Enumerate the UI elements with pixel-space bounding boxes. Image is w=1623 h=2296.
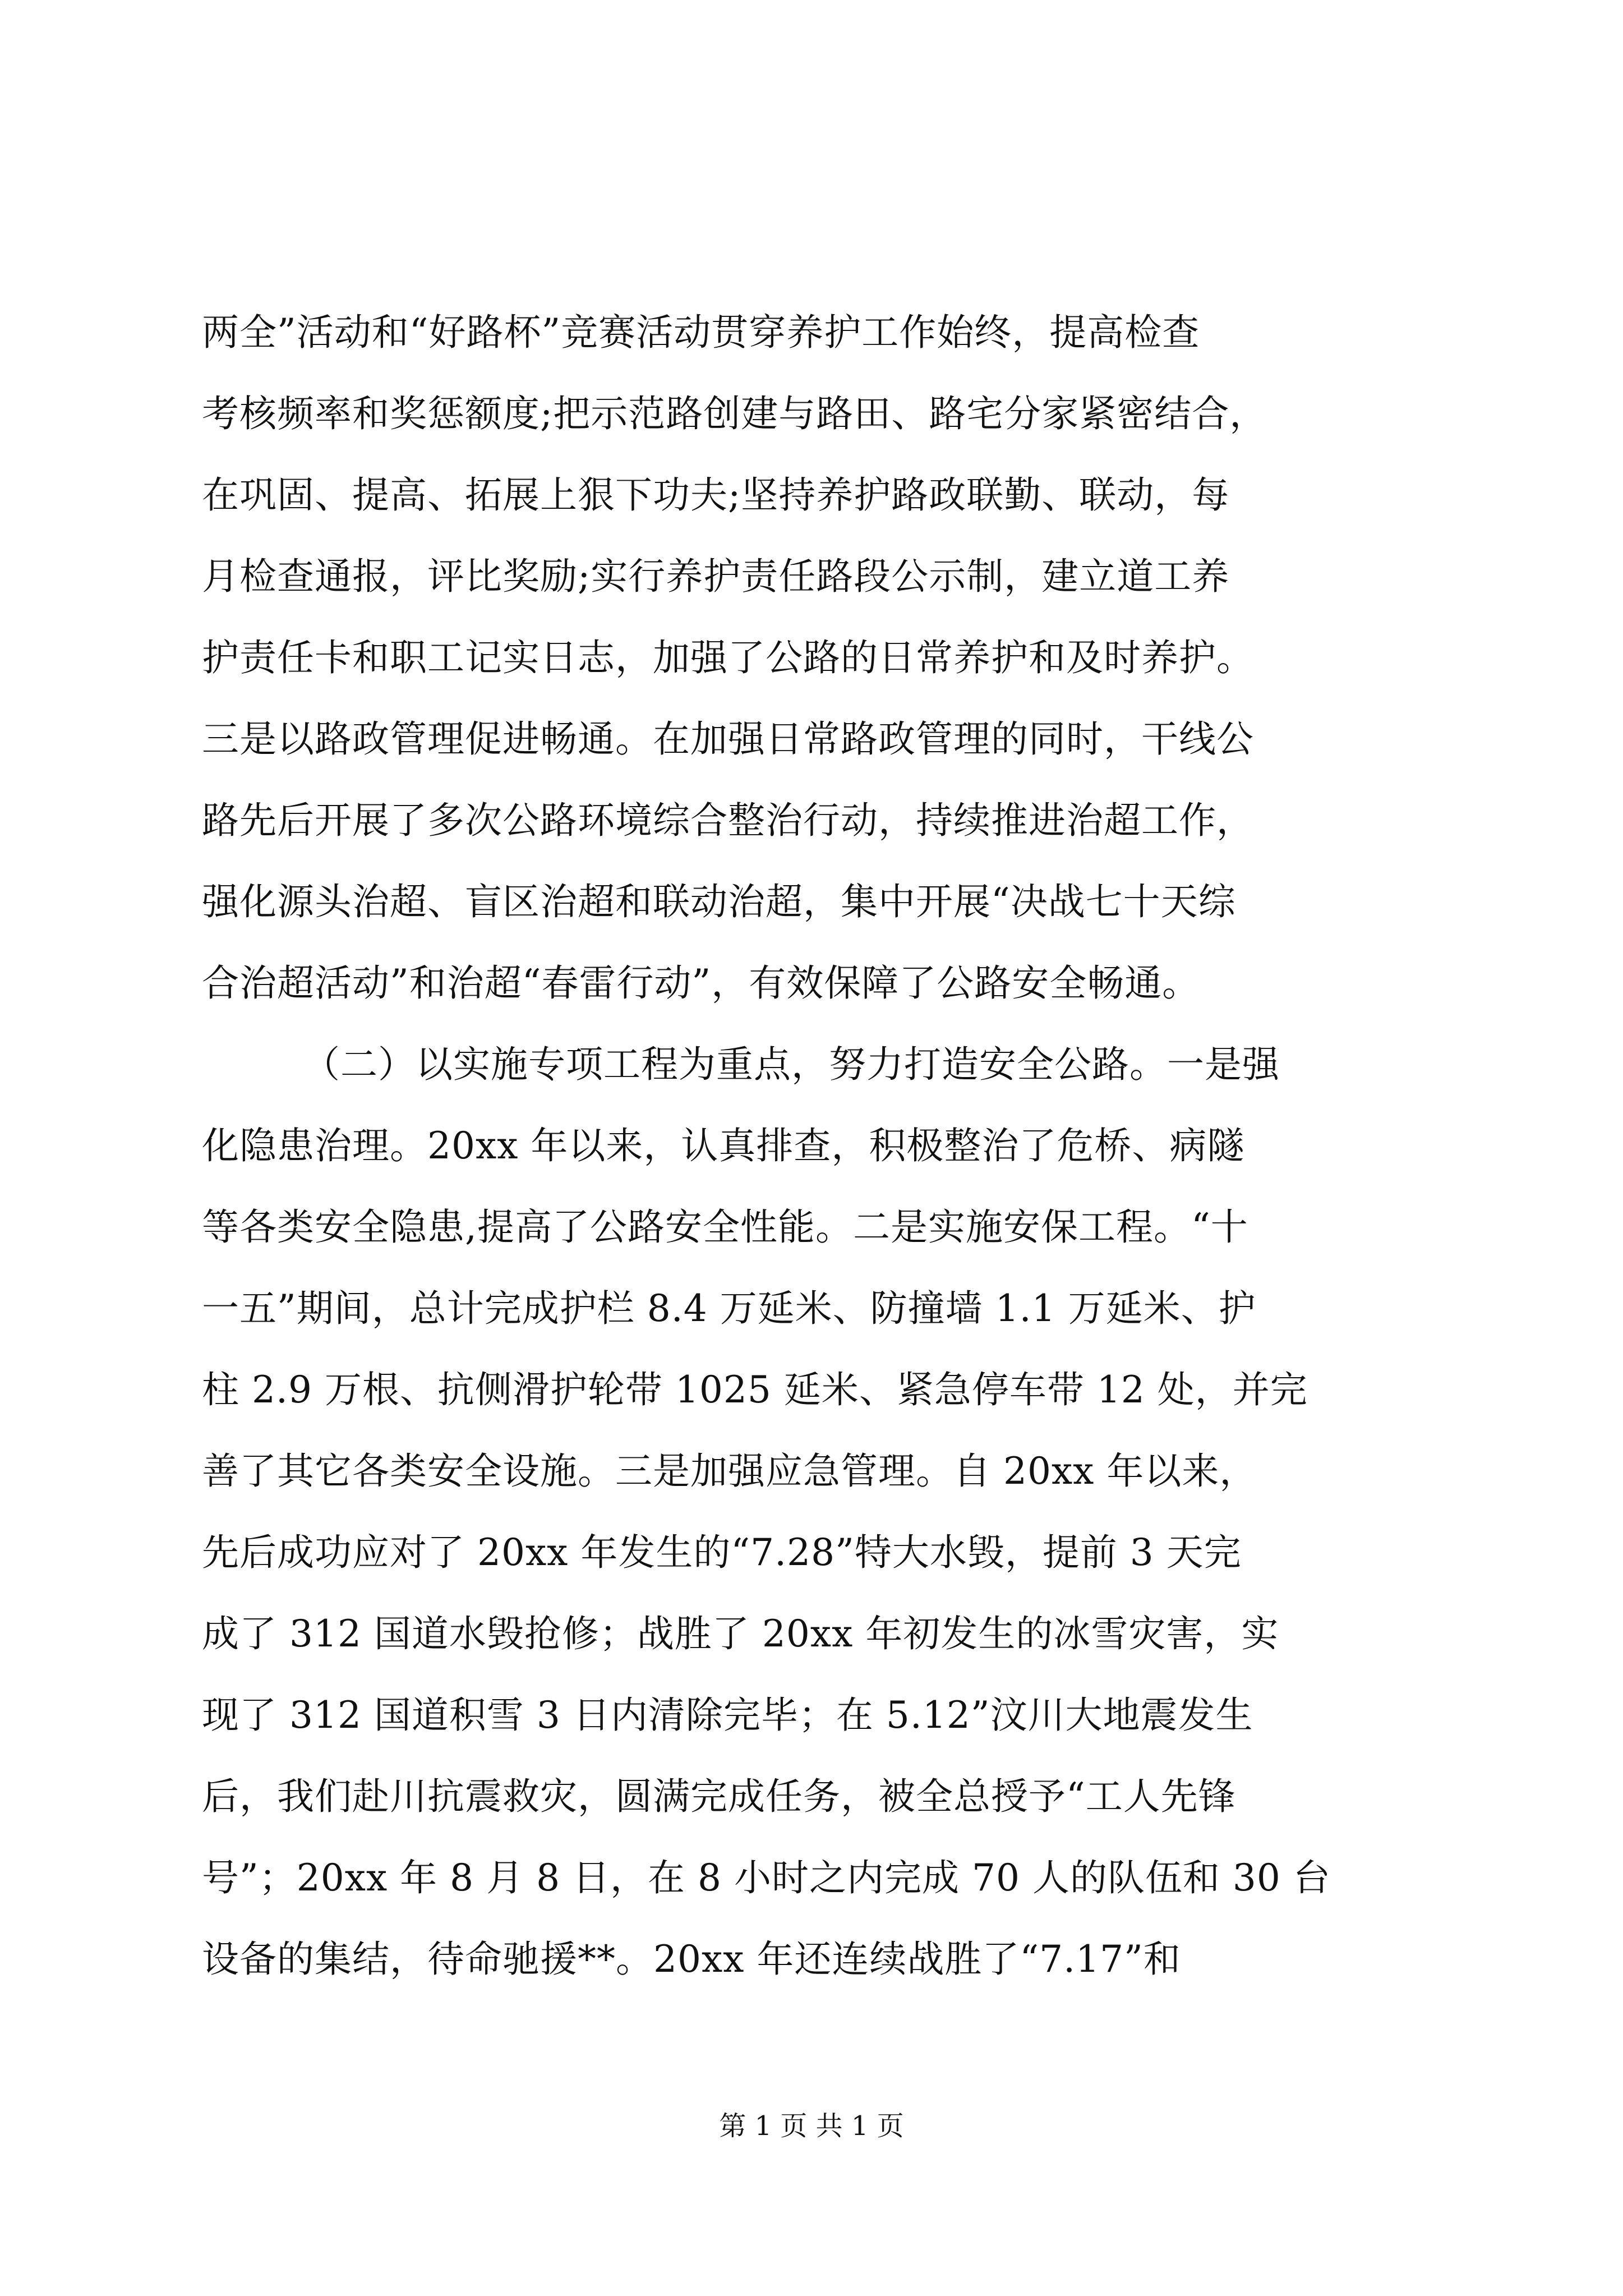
text-line-18: 现了 312 国道积雪 3 日内清除完毕；在 5.12”汶川大地震发生 [202, 1694, 1253, 1737]
text-line-1: 两全”活动和“好路杯”竞赛活动贯穿养护工作始终，提高检查 [202, 311, 1200, 354]
text-line-15: 善了其它各类安全设施。三是加强应急管理。自 20xx 年以来， [202, 1450, 1257, 1493]
text-line-3: 在巩固、提高、拓展上狠下功夫;坚持养护路政联勤、联动，每 [202, 473, 1230, 517]
page-number-footer: 第 1 页 共 1 页 [719, 2110, 904, 2142]
document-body [202, 292, 1419, 2000]
text-line-10: （二）以实施专项工程为重点，努力打造安全公路。一是强 [303, 1043, 1280, 1086]
text-line-7: 路先后开展了多次公路环境综合整治行动，持续推进治超工作， [202, 799, 1254, 842]
text-line-17: 成了 312 国道水毁抢修；战胜了 20xx 年初发生的冰雪灾害，实 [202, 1612, 1279, 1655]
text-line-13: 一五”期间，总计完成护栏 8.4 万延米、防撞墙 1.1 万延米、护 [202, 1287, 1256, 1330]
text-line-8: 强化源头治超、盲区治超和联动治超，集中开展“决战七十天综 [202, 880, 1236, 923]
text-line-11: 化隐患治理。20xx 年以来，认真排查，积极整治了危桥、病隧 [202, 1124, 1245, 1167]
text-line-19: 后，我们赴川抗震救灾，圆满完成任务，被全总授予“工人先锋 [202, 1775, 1236, 1818]
text-line-21: 设备的集结，待命驰援**。20xx 年还连续战胜了“7.17”和 [202, 1938, 1181, 1981]
text-line-9: 合治超活动”和治超“春雷行动”，有效保障了公路安全畅通。 [202, 961, 1200, 1005]
text-line-6: 三是以路政管理促进畅通。在加强日常路政管理的同时，干线公 [202, 717, 1254, 761]
text-line-12: 等各类安全隐患,提高了公路安全性能。二是实施安保工程。“十 [202, 1205, 1248, 1249]
text-line-4: 月检查通报，评比奖励;实行养护责任路段公示制，建立道工养 [202, 555, 1230, 598]
text-line-5: 护责任卡和职工记实日志，加强了公路的日常养护和及时养护。 [202, 636, 1254, 679]
text-line-14: 柱 2.9 万根、抗侧滑护轮带 1025 延米、紧急停车带 12 处，并完 [202, 1368, 1308, 1411]
text-line-2: 考核频率和奖惩额度;把示范路创建与路田、路宅分家紧密结合， [202, 392, 1267, 435]
text-line-20: 号”；20xx 年 8 月 8 日，在 8 小时之内完成 70 人的队伍和 30 台 [202, 1856, 1331, 1899]
text-line-16: 先后成功应对了 20xx 年发生的“7.28”特大水毁，提前 3 天完 [202, 1531, 1242, 1574]
